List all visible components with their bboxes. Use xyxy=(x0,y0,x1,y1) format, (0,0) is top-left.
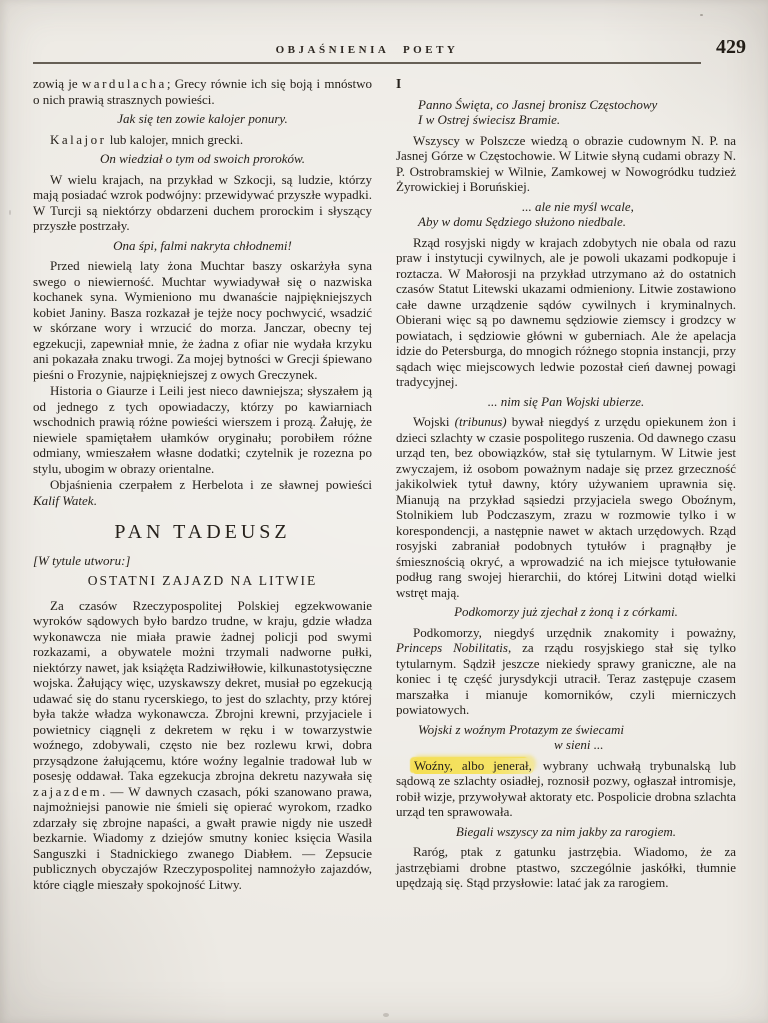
paper-speck xyxy=(700,14,703,16)
verse-quote xyxy=(396,199,736,230)
paragraph: W wielu krajach, na przykład w Szkocji, są ludzie, którzy mają posiadać wzrok podwójny: przewidywać przyszłe wypadki. W Turcji są niektórzy obdarzeni duchem prorockim i słyszący przyszłe postrzały. xyxy=(33,171,372,233)
paragraph xyxy=(33,76,372,107)
verse-quote: Biegali wszyscy za nim jakby za rarogiem. xyxy=(455,823,677,839)
verse-quote: Ona śpi, falmi nakryta chłodnemi! xyxy=(113,237,292,253)
paragraph: Wszyscy w Polszcze wiedzą o obrazie cudownym N. P. na Jasnej Górze w Częstochowie. W Litwie słyną cudami obrazy N. P. Ostrobramskiej w Wilnie, Zamkowej w Nowogródku tudzież Żyrowickiej i Boruńskiej. xyxy=(396,132,736,194)
verse-line: Panno Święta, co Jasnej bronisz Częstochowy xyxy=(418,96,658,112)
text-segment: Podkomorzy, niegdyś urzędnik znakomity i poważny, xyxy=(413,624,736,640)
paragraph xyxy=(396,758,736,820)
page-number: 429 xyxy=(716,36,746,58)
running-header-title: OBJAŚNIENIA POETY xyxy=(275,44,459,56)
bracketed-note: [W tytule utworu:] xyxy=(33,552,131,568)
paragraph xyxy=(33,132,372,148)
verse-line: I w Ostrej świecisz Bramie. xyxy=(418,112,561,127)
paragraph xyxy=(396,414,736,600)
verse-line: w sieni ... xyxy=(554,737,604,752)
paragraph: Rząd rosyjski nigdy w krajach zdobytych nie obala od razu praw i instytucji cywilnych, ale je powoli ukazami podkopuje i roztacza. W Małorosji na przykład utrzymano aż do ostatnich czasów Statut Litewski ukazami odmieniony. Litwie zostawiono całe dawne urządzenie sądów cywilnych i kryminalnych. Obierani więc są po dawnemu sędziowie ziemscy i grodzcy w powiatach, i sędziowie główni w guberniach. Ale że apelacja idzie do Petersburga, do mnogich różnego stopnia instancji, przy sądach więc miejscowych ledwie pozostał cień dawnej powagi tradycyjnej. xyxy=(396,234,736,389)
verse-quote: ... nim się Pan Wojski ubierze. xyxy=(487,393,645,409)
paper-speck xyxy=(9,210,11,215)
book-numeral: I xyxy=(396,76,402,91)
text-segment: Objaśnienia czerpałem z Herbelota i ze sławnej powieści xyxy=(50,477,372,492)
italic-latin-term: Princeps Nobilitatis xyxy=(396,640,508,655)
verse-line: Wojski z woźnym Protazym ze świecami xyxy=(418,721,624,737)
text-segment: Wojski xyxy=(413,414,455,429)
paper-speck xyxy=(383,1013,389,1017)
paragraph xyxy=(33,477,372,508)
text-segment: , za rządu rosyjskiego stał się tylko tytularnym. Sądził jeszcze niekiedy sprawy graniczne, ale na koniec i tę część jurysdykcji utracił. Teraz zastępuje czasem marszałka i mianuje komorników, czyli mierniczych powiatowych. xyxy=(396,640,736,717)
text-segment: lub kalojer, mnich grecki. xyxy=(106,131,244,147)
text-segment: . — W dawnych czasach, póki szanowano prawa, najmożniejsi panowie nie śmieli się opierać wyrokom, rzadko zdarzały się zbrojne napaści, a gwałt prawie nigdy nie uszedł bezkarnie. Wiadomy z dziejów smutny koniec księcia Wasila Sanguszki i Stadnickiego zwanego Diabłem. — Zepsucie publicznych obyczajów Rzeczypospolitej namnożyło zajazdów, które ciągle mieszały spokojność Litwy. xyxy=(33,783,372,892)
letterspaced-term: zajazdem xyxy=(33,783,103,799)
text-segment: . xyxy=(93,492,97,508)
verse-line: ... ale nie myśl wcale, xyxy=(522,198,634,214)
section-heading-pan-tadeusz: PAN TADEUSZ xyxy=(114,521,291,543)
text-segment: bywał niegdyś z urzędu opiekunem żon i dzieci szlachty w czasie pospolitego ruszenia. Od dawnego czasu urząd ten, bez obowiązków, stał się tytularnym. W Litwie jest zwyczajem, iż osobom poważnym nadaje się przez grzeczność jakikolwiek tytuł dawny, który używaniem uprawnia się. Mianują na przykład sąsiedzi przyjaciela swego Oboźnym, Stolnikiem lub Podczaszym, zrazu w rozmowie tylko i w korespondencji, a następnie nawet w aktach urzędowych. Rząd rosyjski zabraniał podobnych tytułów i pragnąłby je śmiesznością okryć, a wprowadzić na ich miejsce tytułowanie podług rang swojej hierarchii, do której Litwini dotąd wielki wstręt mają. xyxy=(396,414,736,600)
italic-title: Kalif Watek xyxy=(33,492,94,508)
paragraph: Przed niewielą laty żona Muchtar baszy oskarżyła syna swego o niewierność. Muchtar wywiadywał się o nazwiska kochanek syna. Wymieniono mu dwanaście najpiękniejszych kobiet Janiny. Basza rozkazał je tejże nocy pochwycić, wsadzić w skórzane wory i wrzucić do morza. Janczar, obecny tej egzekucji, zapewniał mnie, że żadna z ofiar nie wydała krzyku ani pokazała znaku trwogi. Za mojej bytności w Grecji śpiewano pieśni o Frozynie, najpiękniejszej z owych Greczynek. xyxy=(33,258,372,382)
verse-quote: Jak się ten zowie kalojer ponury. xyxy=(117,111,288,126)
verse-quote: On wiedział o tym od swoich proroków. xyxy=(100,151,305,166)
paragraph: Historia o Giaurze i Leili jest nieco dawniejsza; słyszałem ją od jednego z tych opowiadaczy, którzy po kawiarniach wschodnich prawią różne powieści wierszem i prozą. Żałuję, że niewiele spamiętałem ułamków oryginału; porobiłem różne odmiany, wmieszałem własne dodatki; czytelnik je rozezna po stylu, ubogim w obrazy orientalne. xyxy=(33,383,372,476)
text-segment: wybrany uchwałą trybunalską lub sądową ze szlachty osiadłej, roznosił pozwy, ogłaszał intromisje, robił wizje, przywoływał aktoraty etc. Pospolicie drobna szlachta urząd ten sprawowała. xyxy=(396,757,737,819)
text-segment: Za czasów Rzeczypospolitej Polskiej egzekwowanie wyroków sądowych było bardzo trudne, w kraju, gdzie władza wykonawcza nie miała prawie żadnej policji pod swymi rozkazami, a obywatele możni trzymali nadworne pułki, niektórzy nawet, jak książęta Radziwiłłowie, kilkunastotysięczne wojska. Żałujący więc, uzyskawszy dekret, musiał po egzekucją udawać się do stanu rycerskiego, to jest do szlachty, przy której była także władza wykonawcza. Zbrojni krewni, przyjaciele i powietnicy ciągnęli z dekretem w ręku i w towarzystwie woźnego, zdobywali, często nie bez rozlewu krwi, dobra przysądzone żałującemu, które woźny legalnie tradował lub w posesję oddawał. Taka egzekucja zbrojna dekretu nazywała się xyxy=(33,597,372,783)
left-column xyxy=(33,76,372,893)
paragraph xyxy=(396,625,736,718)
text-segment: ; Grecy równie ich się boją i mnóstwo o nich prawią strasznych powieści. xyxy=(33,76,373,107)
header-rule xyxy=(33,62,701,64)
verse-quote xyxy=(396,97,736,128)
letterspaced-term: wardulacha xyxy=(81,76,167,91)
right-column xyxy=(396,76,736,892)
paragraph xyxy=(33,598,372,893)
verse-quote xyxy=(396,722,736,753)
subheading-ostatni-zajazd: OSTATNI ZAJAZD NA LITWIE xyxy=(87,573,318,588)
verse-line: Aby w domu Sędziego służono niedbale. xyxy=(418,214,626,229)
text-segment: zowią je xyxy=(33,76,82,91)
italic-latin-term: (tribunus) xyxy=(454,414,507,429)
letterspaced-term: Kalajor xyxy=(50,131,107,147)
highlighted-text: Woźny, albo jenerał, xyxy=(414,757,532,773)
verse-quote: Podkomorzy już zjechał z żoną i z córkami. xyxy=(454,604,678,619)
paragraph: Raróg, ptak z gatunku jastrzębia. Wiadomo, że za jastrzębiami drobne ptastwo, szczególnie jaskółki, tłumnie upędzają się. Stąd przysłowie: latać jak za rarogiem. xyxy=(396,844,736,890)
